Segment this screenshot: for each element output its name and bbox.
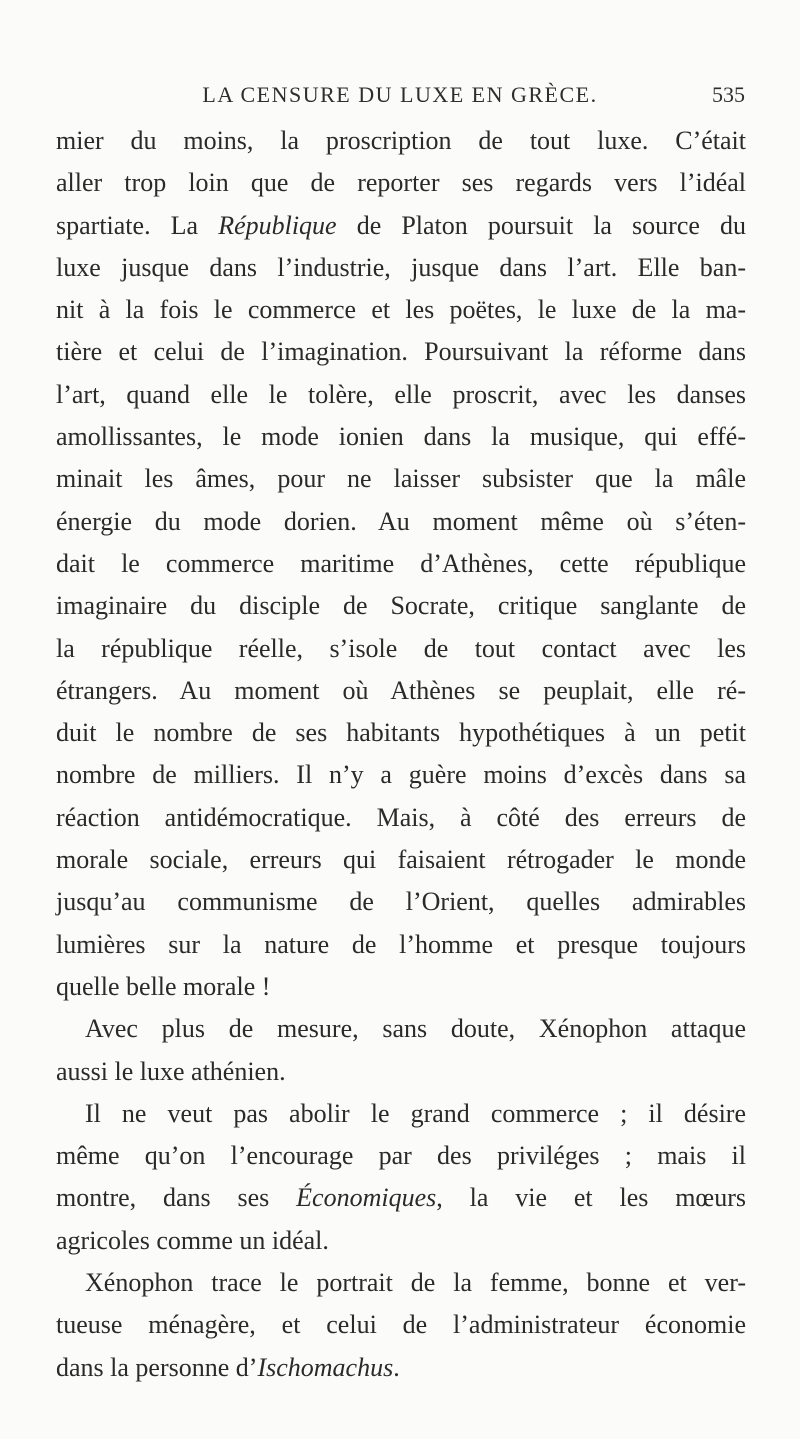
paragraph [56, 120, 746, 1008]
paragraph [56, 1093, 746, 1262]
text-line: l’art, quand elle le tolère, elle proscrit, avec les danses [56, 379, 746, 409]
text-line: lumières sur la nature de l’homme et presque toujours [56, 929, 746, 959]
paragraph [56, 1262, 746, 1389]
text-line: dait le commerce maritime d’Athènes, cette république [56, 548, 746, 578]
text-line: même qu’on l’encourage par des priviléges ; mais il [56, 1141, 746, 1171]
running-title: LA CENSURE DU LUXE EN GRÈCE. [202, 82, 598, 107]
text-line: amollissantes, le mode ionien dans la musique, qui effé- [56, 422, 746, 452]
text-line: minait les âmes, pour ne laisser subsister que la mâle [56, 464, 746, 494]
text-line: étrangers. Au moment où Athènes se peuplait, elle ré- [56, 675, 746, 705]
running-head [55, 82, 745, 112]
text-line: dans la personne d’Ischomachus. [56, 1352, 400, 1382]
text-line: aussi le luxe athénien. [56, 1056, 286, 1086]
text-line: aller trop loin que de reporter ses regards vers l’idéal [56, 168, 746, 198]
text-line: nit à la fois le commerce et les poëtes, le luxe de la ma- [56, 295, 746, 325]
text-line: tière et celui de l’imagination. Poursuivant la réforme dans [56, 337, 746, 367]
paragraph [56, 1008, 746, 1093]
text-line: Xénophon trace le portrait de la femme, bonne et ver- [85, 1268, 746, 1298]
text-line: imaginaire du disciple de Socrate, critique sanglante de [56, 591, 746, 621]
text-line: mier du moins, la proscription de tout luxe. C’était [56, 126, 746, 155]
text-line: montre, dans ses Économiques, la vie et les mœurs [56, 1183, 746, 1213]
text-line: réaction antidémocratique. Mais, à côté des erreurs de [56, 802, 746, 832]
text-line: morale sociale, erreurs qui faisaient rétrogader le monde [56, 845, 746, 875]
text-line: nombre de milliers. Il n’y a guère moins d’excès dans sa [56, 760, 746, 790]
text-line: Il ne veut pas abolir le grand commerce ; il désire [85, 1098, 746, 1128]
text-line: énergie du mode dorien. Au moment même où s’éten- [56, 506, 746, 536]
page-number: 535 [712, 82, 745, 107]
text-line: quelle belle morale ! [56, 971, 271, 1001]
text-line: luxe jusque dans l’industrie, jusque dans l’art. Elle ban- [56, 252, 746, 282]
text-line: la république réelle, s’isole de tout contact avec les [56, 633, 746, 663]
text-line: agricoles comme un idéal. [56, 1225, 329, 1255]
text-line: jusqu’au communisme de l’Orient, quelles admirables [56, 887, 746, 917]
text-line: duit le nombre de ses habitants hypothétiques à un petit [56, 718, 746, 748]
text-line: tueuse ménagère, et celui de l’administrateur économie [56, 1310, 746, 1340]
text-line: spartiate. La République de Platon poursuit la source du [56, 210, 746, 240]
body-text [56, 120, 746, 1389]
text-line: Avec plus de mesure, sans doute, Xénophon attaque [85, 1014, 746, 1044]
italic-title: Économiques [296, 1183, 437, 1213]
italic-title: République [218, 210, 337, 240]
italic-name: Ischomachus [257, 1352, 394, 1382]
